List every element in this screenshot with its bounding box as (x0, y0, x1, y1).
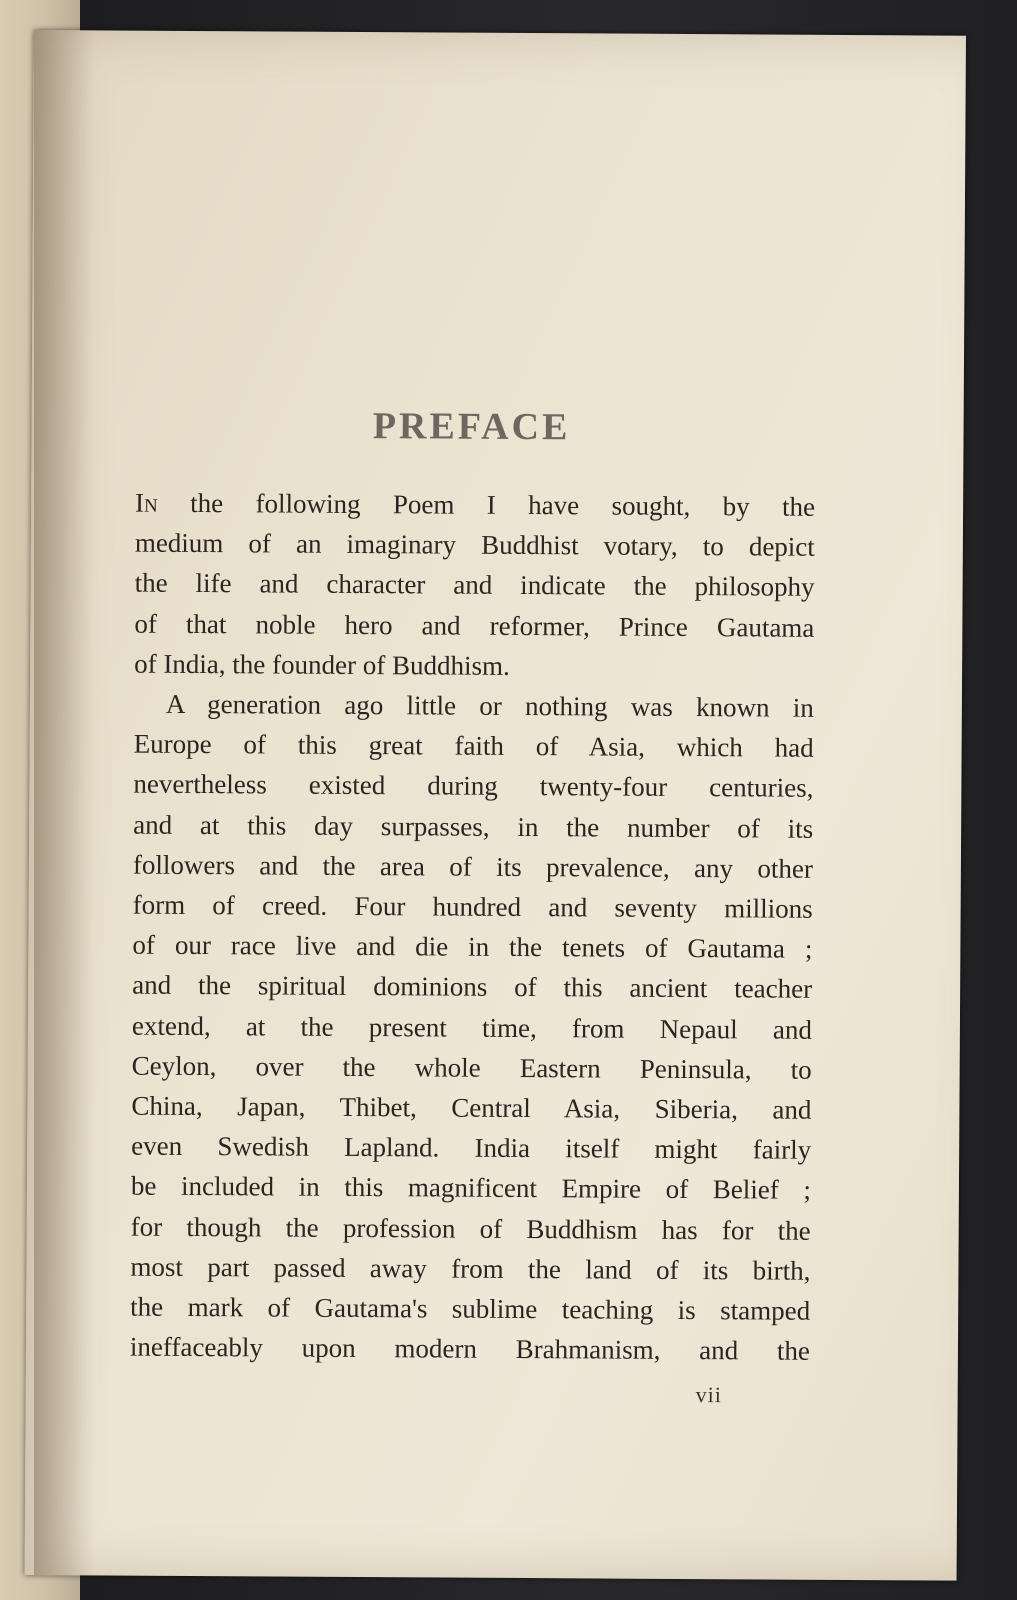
text-line: be included in this magnificent Empire of Belief ; (130, 1171, 812, 1206)
text-line: even Swedish Lapland. India itself might fairly (131, 1130, 812, 1166)
paragraph-2 (130, 684, 814, 1372)
text-line: Ceylon, over the whole Eastern Peninsula, to (131, 1050, 812, 1085)
text-line: and at this day surpasses, in the number of its (133, 809, 814, 844)
text-line: medium of an imaginary Buddhist votary, to depict (134, 527, 815, 562)
text-line: Europe of this great faith of Asia, which had (133, 728, 814, 763)
page-title: PREFACE (372, 405, 571, 449)
text-line: nevertheless existed during twenty-four centuries, (133, 769, 814, 804)
text-line: of India, the founder of Buddhism. (134, 648, 510, 681)
text-line: the life and character and indicate the philosophy (134, 568, 815, 603)
text-line: China, Japan, Thibet, Central Asia, Siberia, and (131, 1090, 812, 1125)
text-line: of that noble hero and reformer, Prince Gautama (134, 608, 815, 643)
page-number: vii (695, 1382, 722, 1408)
text-line: for though the profession of Buddhism has for the (130, 1211, 811, 1246)
text-line: ineffaceably upon modern Brahmanism, and the (129, 1331, 811, 1367)
book-page (25, 30, 966, 1581)
text-line: A generation ago little or nothing was known in (165, 688, 814, 723)
text-line: and the spiritual dominions of this ancient teacher (132, 970, 813, 1005)
paragraph-1 (134, 483, 815, 688)
text-line: extend, at the present time, from Nepaul and (131, 1010, 813, 1045)
body-text (130, 483, 815, 1372)
text-line: the mark of Gautama's sublime teaching is stamped (130, 1291, 811, 1326)
text-line (135, 483, 815, 527)
text-line: most part passed away from the land of its birth, (130, 1251, 811, 1286)
text-line: of our race live and die in the tenets of Gautama ; (132, 929, 813, 965)
text-line: form of creed. Four hundred and seventy millions (132, 889, 813, 924)
text-line-rest: the following Poem I have sought, by the (157, 487, 816, 522)
text-line: followers and the area of its prevalence, any other (132, 849, 813, 884)
drop-word: In (135, 487, 158, 518)
